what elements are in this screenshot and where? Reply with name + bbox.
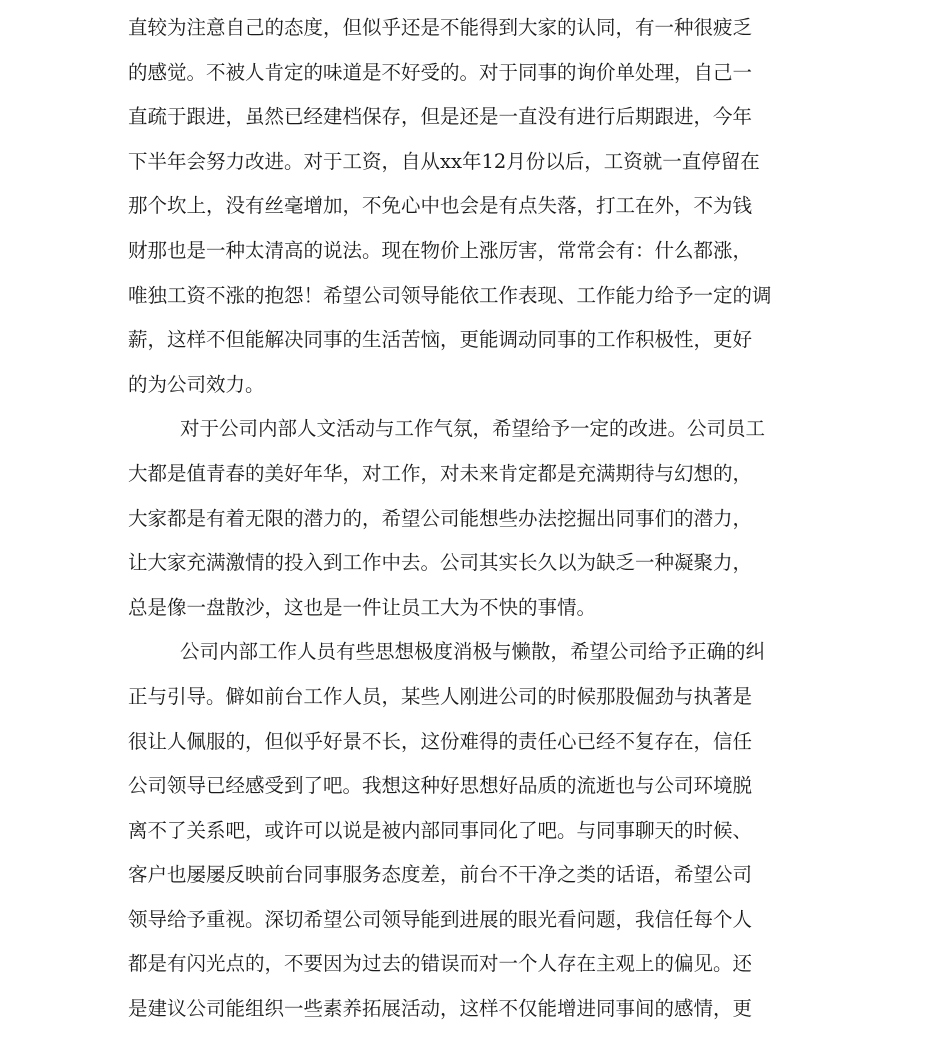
text-line: 领导给予重视。深切希望公司领导能到进展的眼光看问题，我信任每个人 [128, 907, 753, 931]
text-line: 让大家充满激情的投入到工作中去。公司其实长久以为缺乏一种凝聚力， [128, 551, 753, 575]
text-line: 正与引导。僻如前台工作人员，某些人刚进公司的时候那股倔劲与执著是 [128, 684, 753, 708]
text-line: 很让人佩服的，但似乎好景不长，这份难得的责任心已经不复存在，信任 [128, 729, 753, 753]
paragraph-first-line: 对于公司内部人文活动与工作气氛，希望给予一定的改进。公司员工 [180, 417, 766, 441]
text-line: 财那也是一种太清高的说法。现在物价上涨厉害，常常会有：什么都涨， [128, 238, 753, 262]
text-line: 离不了关系吧，或许可以说是被内部同事同化了吧。与同事聊天的时候、 [128, 818, 753, 842]
text-line: 薪，这样不但能解决同事的生活苦恼，更能调动同事的工作积极性，更好 [128, 328, 753, 352]
text-line: 唯独工资不涨的抱怨！希望公司领导能依工作表现、工作能力给予一定的调 [128, 283, 772, 307]
text-line: 是建议公司能组织一些素养拓展活动，这样不仅能增进同事间的感情，更 [128, 997, 753, 1021]
text-line: 客户也屡屡反映前台同事服务态度差，前台不干净之类的话语，希望公司 [128, 863, 753, 887]
text-line: 的感觉。不被人肯定的味道是不好受的。对于同事的询价单处理，自己一 [128, 60, 753, 84]
text-line: 直较为注意自己的态度，但似乎还是不能得到大家的认同，有一种很疲乏 [128, 16, 753, 39]
text-line: 公司领导已经感受到了吧。我想这种好思想好品质的流逝也与公司环境脱 [128, 774, 753, 798]
text-line: 总是像一盘散沙，这也是一件让员工大为不快的事情。 [128, 595, 597, 619]
document-body-text [128, 6, 828, 1032]
text-line: 的为公司效力。 [128, 372, 265, 396]
text-line: 直疏于跟进，虽然已经建档保存，但是还是一直没有进行后期跟进，今年 [128, 105, 753, 129]
text-line: 大都是值青春的美好年华，对工作，对未来肯定都是充满期待与幻想的， [128, 461, 753, 485]
text-line: 都是有闪光点的，不要因为过去的错误而对一个人存在主观上的偏见。还 [128, 952, 753, 976]
text-line: 大家都是有着无限的潜力的，希望公司能想些办法挖掘出同事们的潜力， [128, 506, 753, 530]
text-line: 下半年会努力改进。对于工资，自从xx年12月份以后，工资就一直停留在 [128, 149, 760, 173]
paragraph-first-line: 公司内部工作人员有些思想极度消极与懒散，希望公司给予正确的纠 [180, 640, 766, 664]
text-line: 那个坎上，没有丝毫增加，不免心中也会是有点失落，打工在外，不为钱 [128, 194, 753, 218]
